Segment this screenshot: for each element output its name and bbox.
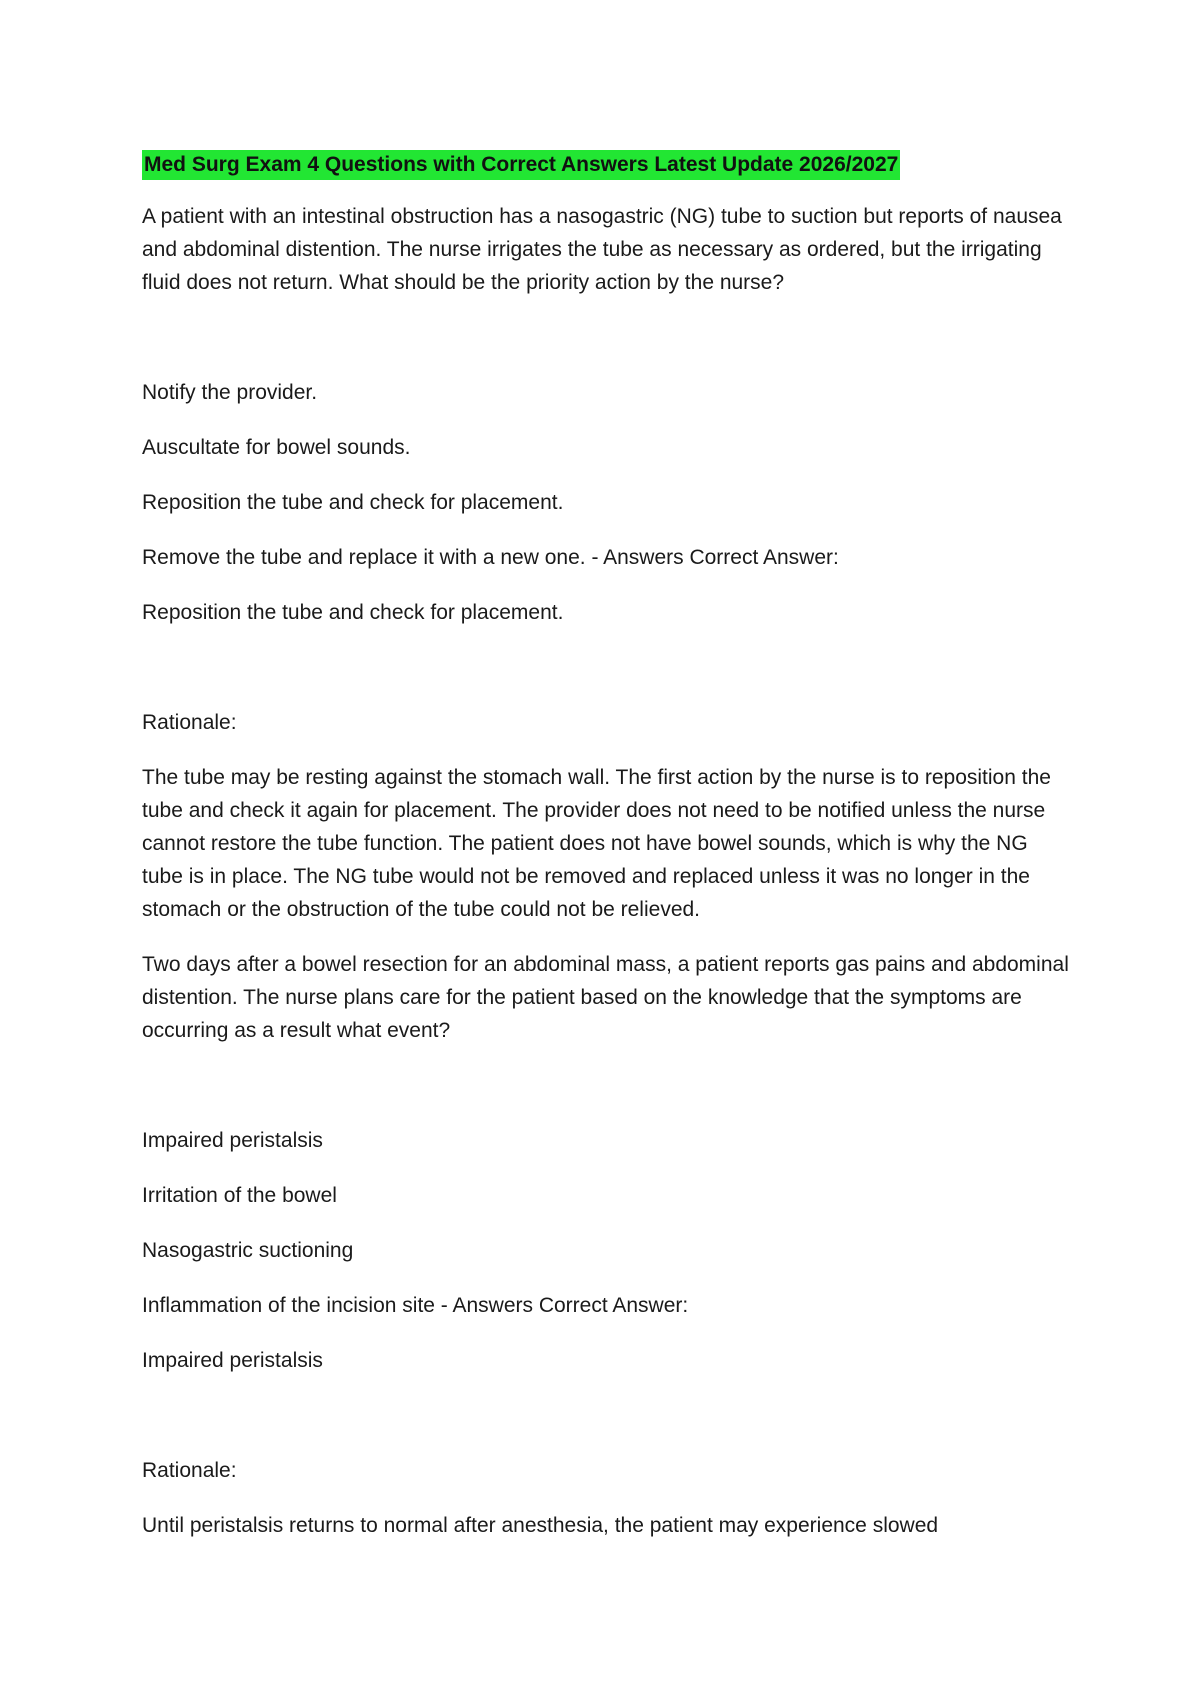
question-1-option-1: Notify the provider.: [142, 381, 318, 404]
document-title: Med Surg Exam 4 Questions with Correct Answers Latest Update 2026/2027: [142, 150, 900, 180]
spacer: [142, 1069, 1072, 1124]
question-2-rationale-label: Rationale:: [142, 1459, 237, 1482]
question-2-option-4: Inflammation of the incision site - Answers Correct Answer:: [142, 1294, 689, 1317]
question-2-answer: Impaired peristalsis: [142, 1349, 323, 1372]
spacer: [142, 651, 1072, 706]
question-2-text: Two days after a bowel resection for an abdominal mass, a patient reports gas pains and abdominal distention. The nurse plans care for the patient based on the knowledge that the symptoms are occurring as a result what event?: [142, 953, 1069, 1042]
question-1-option-2: Auscultate for bowel sounds.: [142, 436, 411, 459]
question-1-rationale-label: Rationale:: [142, 711, 237, 734]
question-2-rationale-text: Until peristalsis returns to normal after anesthesia, the patient may experience slowed: [142, 1514, 939, 1537]
question-2-option-3: Nasogastric suctioning: [142, 1239, 354, 1262]
document-page: [142, 150, 1072, 1564]
question-2-option-1: Impaired peristalsis: [142, 1129, 323, 1152]
spacer: [142, 321, 1072, 376]
question-1-option-4: Remove the tube and replace it with a new one. - Answers Correct Answer:: [142, 546, 839, 569]
question-1-answer: Reposition the tube and check for placement.: [142, 601, 564, 624]
question-1-option-3: Reposition the tube and check for placement.: [142, 491, 564, 514]
spacer: [142, 1399, 1072, 1454]
question-2-option-2: Irritation of the bowel: [142, 1184, 337, 1207]
question-1-rationale-text: The tube may be resting against the stomach wall. The first action by the nurse is to reposition the tube and check it again for placement. The provider does not need to be notified unless the nurse cannot restore the tube function. The patient does not have bowel sounds, which is why the NG tube is in place. The NG tube would not be removed and replaced unless it was no longer in the stomach or the obstruction of the tube could not be relieved.: [142, 766, 1051, 921]
question-1-text: A patient with an intestinal obstruction has a nasogastric (NG) tube to suction but reports of nausea and abdominal distention. The nurse irrigates the tube as necessary as ordered, but the irrigating fluid does not return. What should be the priority action by the nurse?: [142, 205, 1062, 294]
